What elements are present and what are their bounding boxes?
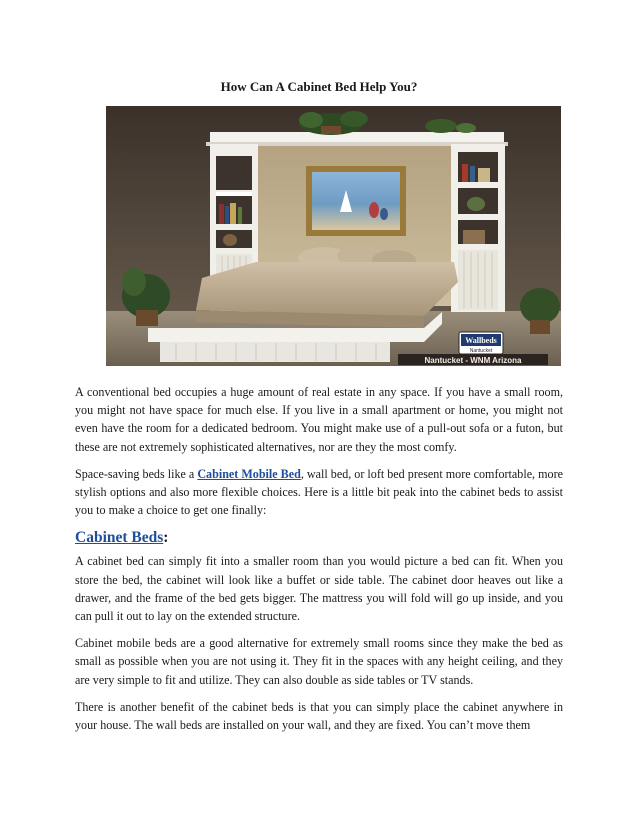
cabinet-beds-heading-link[interactable]: Cabinet Beds [75, 529, 164, 547]
photo-logo-subtext: Nantucket [469, 348, 493, 354]
page-title: How Can A Cabinet Bed Help You? [220, 79, 418, 94]
article-body [75, 383, 563, 743]
intro-paragraph-2-text-cont: , wall bed, or loft bed present more comfortable, more stylish options and also more flexible choices. Here is a little bit peak into the cabinet beds to assist you to make a choice to get one finally: [75, 466, 563, 518]
section-heading-colon: : [163, 529, 169, 547]
intro-paragraph-2 [75, 465, 563, 520]
photo-caption: Nantucket - WNM Arizona [424, 356, 522, 365]
section-heading [75, 528, 563, 547]
cabinet-mobile-bed-link[interactable]: Cabinet Mobile Bed [197, 466, 301, 481]
section-paragraph-1: A cabinet bed can simply fit into a smaller room than you would picture a bed can fit. When you store the bed, the cabinet will look like a buffet or side table. The cabinet door heaves out like a drawer, and the frame of the bed gets bigger. The mattress you will fold will go up inside, and you can pull it out to lay on the extended structure. [75, 554, 563, 624]
intro-paragraph-2-text: Space-saving beds like a [75, 466, 198, 481]
cabinet-bed-photo [106, 106, 561, 366]
section-paragraph-3: There is another benefit of the cabinet beds is that you can simply place the cabinet anywhere in your house. The wall beds are installed on your wall, and they are fixed. You can’t move them [75, 699, 563, 733]
section-paragraph-2: Cabinet mobile beds are a good alternative for extremely small rooms since they make the bed as small as possible when you are not using it. They fit in the spaces with any height ceiling, and they are very simple to fit and utilize. They can also double as side tables or TV stands. [75, 636, 563, 687]
intro-paragraph-1: A conventional bed occupies a huge amount of real estate in any space. If you have a small room, you might not have space for much else. If you live in a small apartment or home, you might not even have the room for a dedicated bedroom. You might make use of a pull-out sofa or a futon, but these are not extremely sophisticated alternatives, nor are they the most comfy. [75, 385, 563, 454]
photo-logo-text: Wallbeds [465, 336, 497, 345]
